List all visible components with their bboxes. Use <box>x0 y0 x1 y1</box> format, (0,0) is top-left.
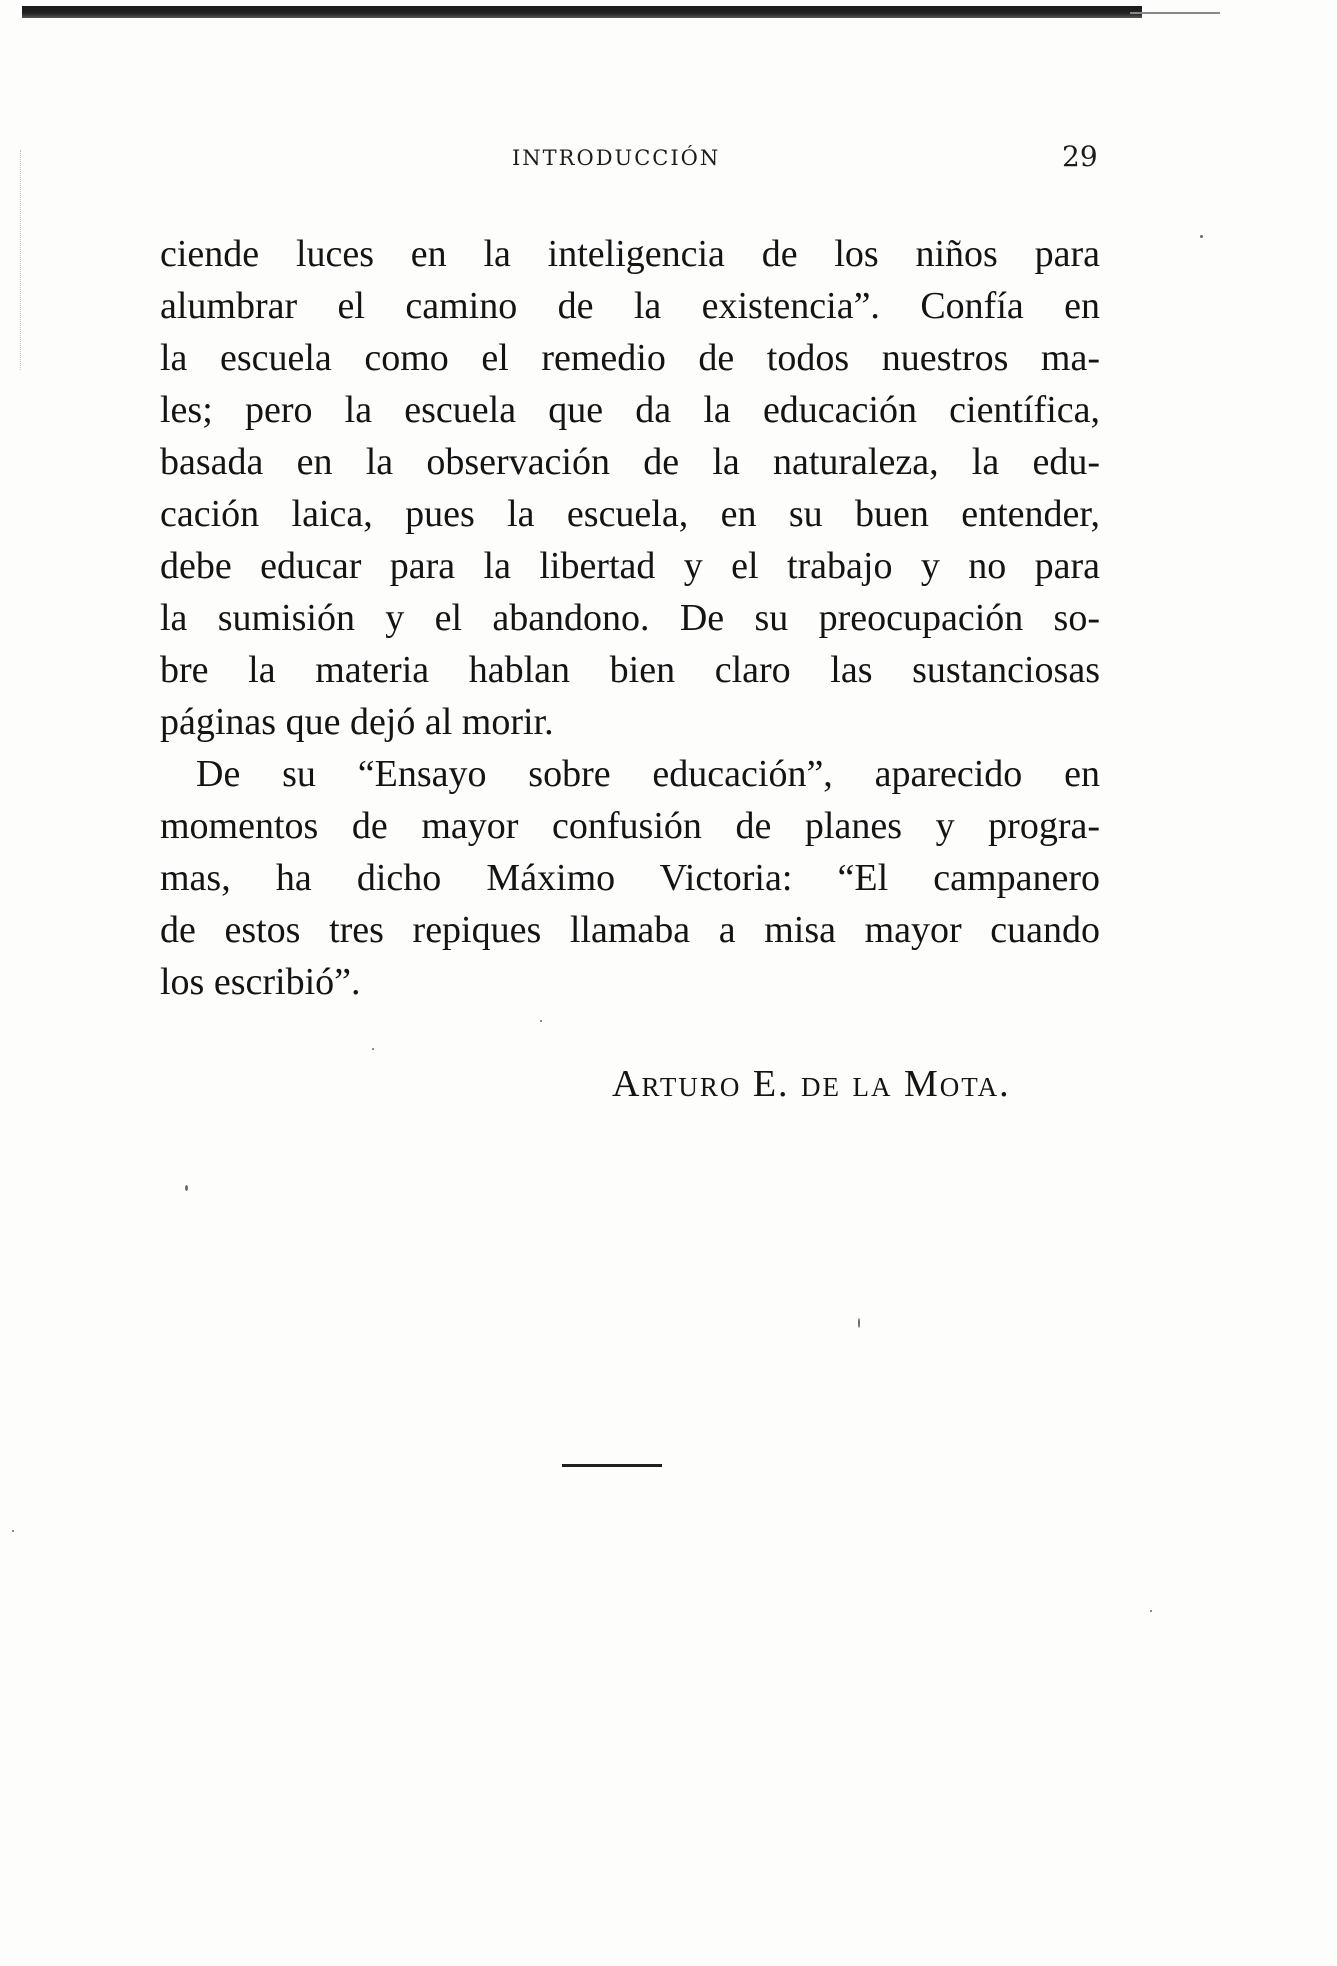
scan-top-edge-fade <box>1130 12 1220 14</box>
scan-speck <box>1200 235 1203 238</box>
end-rule <box>562 1464 662 1467</box>
scan-speck <box>540 1020 542 1022</box>
scan-speck <box>858 1318 860 1328</box>
scan-left-specks <box>20 150 27 370</box>
scan-speck <box>12 1530 14 1532</box>
text-line: la escuela como el remedio de todos nuestros ma- <box>160 337 1100 379</box>
text-line: mas, ha dicho Máximo Victoria: “El campanero <box>160 857 1100 899</box>
text-line: cación laica, pues la escuela, en su buen entender, <box>160 493 1100 535</box>
text-line: páginas que dejó al morir. <box>160 701 554 743</box>
author-signature: Arturo E. de la Mota. <box>612 1063 1011 1105</box>
text-line: debe educar para la libertad y el trabajo y no para <box>160 545 1100 587</box>
running-head: INTRODUCCIÓN <box>512 146 721 170</box>
scan-speck <box>185 1185 188 1191</box>
text-line: alumbrar el camino de la existencia”. Confía en <box>160 285 1100 327</box>
text-line: basada en la observación de la naturaleza, la edu- <box>160 441 1100 483</box>
text-line: de estos tres repiques llamaba a misa mayor cuando <box>160 909 1100 951</box>
page-number: 29 <box>1062 140 1098 173</box>
text-line: bre la materia hablan bien claro las sustanciosas <box>160 649 1100 691</box>
text-line: ciende luces en la inteligencia de los niños para <box>160 233 1100 275</box>
scan-speck <box>1150 1610 1152 1612</box>
scan-top-edge <box>22 6 1142 18</box>
body-text <box>160 228 1100 1008</box>
text-line: momentos de mayor confusión de planes y progra- <box>160 805 1100 847</box>
text-line: les; pero la escuela que da la educación científica, <box>160 389 1100 431</box>
text-line: los escribió”. <box>160 961 361 1003</box>
text-line: De su “Ensayo sobre educación”, aparecido en <box>196 753 1100 795</box>
scan-speck <box>372 1048 374 1050</box>
text-line: la sumisión y el abandono. De su preocupación so- <box>160 597 1100 639</box>
